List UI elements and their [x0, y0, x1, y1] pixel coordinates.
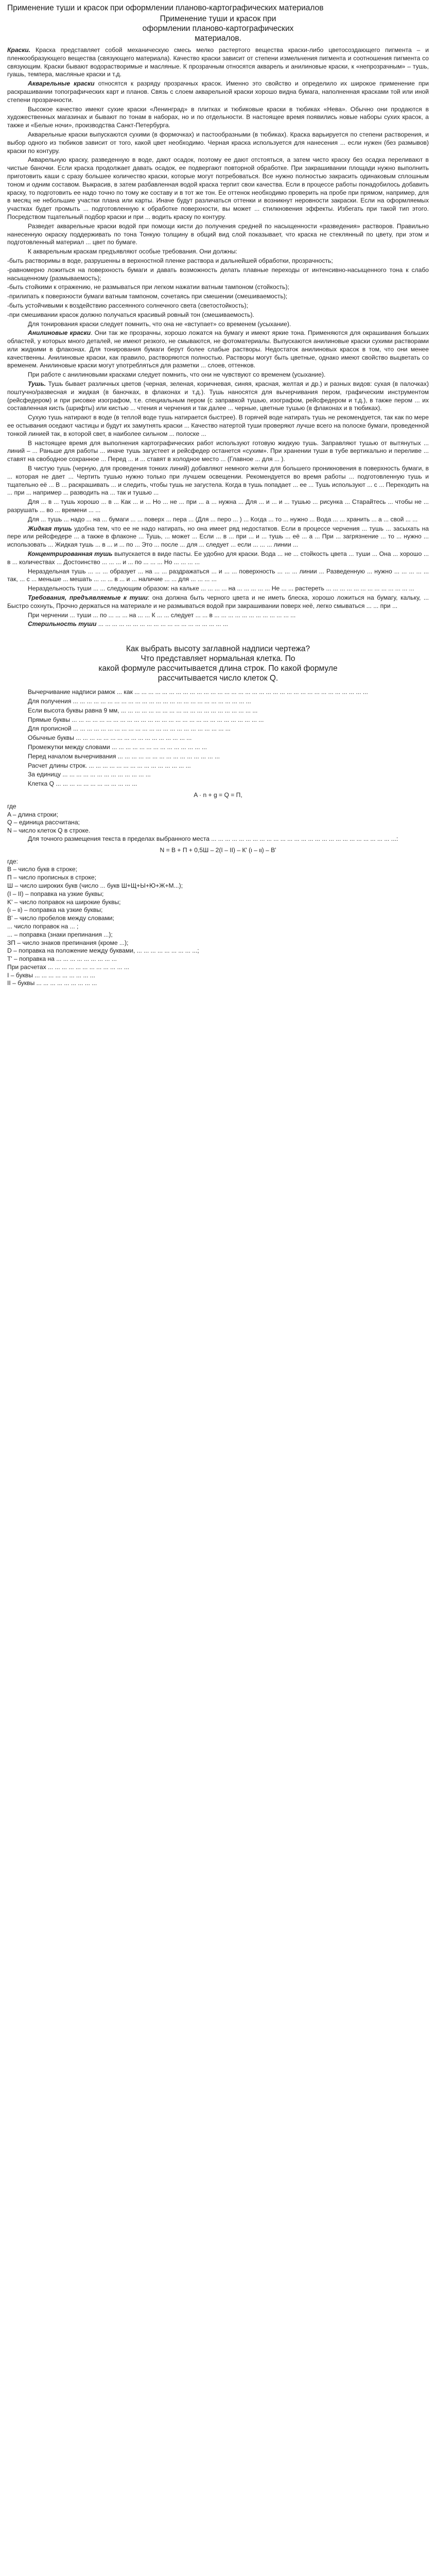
paragraph: [7, 156, 429, 221]
paragraph-text: Прямые буквы ... ... ... ... ... ... ... ... ... ... ... ... ... ... ... ... ... ... ... ... ... ... ... ... ... ... ... ...: [28, 716, 264, 723]
paragraph-text: Сухую тушь натирают в воде (в теплой воде тушь натирается быстрее). В горячей воде натирать тушь не рекомендуется, так как по мере ее остывания оседают частицы и будут их замутнять краски ... Качество натертой туши проверяют лучше всего на полоске бумаги, проведенной тонкой линией так, в которой свет, в наиболее сильном ... полоске ...: [7, 414, 429, 437]
paragraph: [7, 771, 429, 779]
paragraph-text: -быть растворимы в воде, разрушенны в верхностной пленке раствора и дальнейшей обработки, прозрачность;: [7, 257, 333, 264]
legend-line: ... число поправок на ... ;: [7, 922, 79, 930]
paragraph: [7, 550, 429, 567]
paragraph: [7, 223, 429, 247]
paragraph-text: Нераздельная тушь ... ... ... образует ... на ... ... раздражаться ... и ... ... поверхность ... ... ... линии ... Разведенную ... нужно ... ... ... ... ... так, ... с ... меньше ... мешать ... ... ... в ... и ... наличие ... ... для ... ... ... ...: [7, 567, 429, 583]
formula-line-length: A · n + g = Q = П,: [194, 791, 242, 799]
paragraph-text: Перед началом вычерчивания ... ... ... ... ... ... ... ... ... ... ... ... ... ... ...: [28, 752, 220, 760]
term: Акварельные краски: [28, 80, 95, 88]
paragraph-text: Промежутки между словами ... ... ... ... ... ... ... ... ... ... ... ... ... ...: [28, 743, 207, 751]
document-page: [0, 0, 436, 998]
document-header-title: Применение туши и красок при оформлении планово-картографических материалов: [7, 4, 324, 12]
paragraph: [7, 620, 429, 629]
heading-line: рассчитывается число клеток Q.: [158, 674, 278, 683]
legend-line: K' – число поправок на широкие буквы;: [7, 898, 121, 906]
paragraph: [7, 612, 429, 620]
paragraph: [7, 716, 429, 724]
paragraph: [7, 698, 429, 706]
paragraph-text: -при смешивании красок должно получаться красивый ровный тон (смешиваемость).: [7, 311, 254, 318]
paragraph: [7, 780, 429, 788]
legend-line: (I – II) – поправка на узкие буквы;: [7, 890, 104, 897]
paragraph: Для точного размещения текста в пределах выбранного места ... ... ... ... ... ... ... ... ... ... ... ... ... ... ... ... ... ... ... ... ... ... ... ... ... ... ...:: [28, 835, 398, 842]
paragraph-text: выпускается в виде пасты. Ее удобно для краски. Вода ... не ... стойкость цвета ... туши ... Она ... хорошо ... в ... количествах ... Достоинство ... ... ... и ... по ... ... ... Но ... ... ... ...: [7, 550, 429, 566]
term: Краски.: [7, 46, 31, 54]
legend-line: При расчетах ... ... ... ... ... ... ... ... ... ... ... ...: [7, 963, 129, 971]
paragraph: [7, 498, 429, 515]
paragraph: [7, 585, 429, 593]
paragraph: [7, 311, 429, 319]
formula-cell-count: N = B + П + 0,5Ш – 2(I – II) – К' (ι – ιι) – В': [160, 846, 276, 854]
legend-line: ЗП – число знаков препинания (кроме ...);: [7, 939, 129, 946]
paragraph: [7, 465, 429, 497]
paragraph-text: Тушь бывает различных цветов (черная, зеленая, коричневая, синяя, красная, желтая и др.) и разных видов: сухая (в палочках) поштучно/развесная и жидкая (в баночках, в флаконах и т.д.). Тушь наносятся для вычерчивания пером, графическим инструментом (рейсфедером) и при рисовке изографом, т.е. специальным пером (с заправкой тушью, изографом, рейсфедером и т.д.), в также пером ... их составленная кисть (шрифты) или кистью ... чтения и черчения и так далее ... черные, цветные тушью (в флаконах и в тюбиках).: [7, 380, 429, 412]
paragraph-text: Нераздельность туши ... ... следующим образом: на кальке ... ... ... ... на ... ... ... ... ... Не ... ... растереть ... ... ... ... ... ... ... ... ... ... ... ... ...: [28, 585, 414, 592]
legend-line: A – длина строки;: [7, 810, 58, 818]
paragraph-text: -прилипать к поверхности бумаги ватным тампоном, сочетаясь при смешении (смешиваемость);: [7, 293, 288, 300]
legend-line: B – число букв в строке;: [7, 866, 78, 873]
paragraph: [7, 707, 429, 715]
paragraph: [7, 380, 429, 413]
section-paints-and-ink: [7, 46, 429, 629]
title-line: материалов.: [195, 34, 241, 43]
paragraph-text: ... ... ... ... ... ... ... ... ... ... ... ... ... ... ... ... ... ... ...: [96, 620, 228, 628]
paragraph-text: Краска представляет собой механическую смесь мелко растертого вещества краски-либо цветосоздающего пигмента – и пленкообразующего вещества (связующего материала). Качество краски зависит от степени измельчения пигмента и соотношения пигмента со связующим. Краски бывают водорастворимые и масляные. К прозрачным относятся акварель и анилиновые краски, к «непрозрачным» – тушь, гуашь, темпера, масляные краски и т.д.: [7, 46, 429, 78]
section-heading-lettering: [7, 644, 429, 683]
paragraph: [7, 257, 429, 265]
term: Концентрированная тушь: [28, 550, 113, 558]
paragraph-text: -равномерно ложиться на поверхность бумаги и давать возможность делать плавные переходы от интенсивно-насыщенного тона к слабо насыщенному (размываемость);: [7, 266, 429, 282]
section-lettering-body: [7, 688, 429, 788]
legend-line: I – буквы ... ... ... ... ... ... ... ... ...: [7, 971, 95, 979]
legend-line: где: [7, 802, 16, 810]
heading-line: Что представляет нормальная клетка. По: [141, 654, 295, 664]
paragraph-text: Вычерчивание надписи рамок ... как ... ... ... ... ... ... ... ... ... ... ... ... ... ... ... ... ... ... ... ... ... ... ... ... ... ... ... ... ... ... ... ... ... ...: [28, 688, 368, 696]
formula-legend: [7, 803, 429, 835]
paragraph-text: Для ... тушь ... надо ... на ... бумаги ... ... поверх ... пера ... (Для ... перо ... ) ... Когда ... то ... нужно ... Вода ... ... хранить ... а ... свой ... ...: [28, 515, 418, 523]
closing-notes: [7, 963, 429, 988]
paragraph: [7, 80, 429, 104]
paragraph-text: Клетка Q ... ... ... ... ... ... ... ... ... ... ... ...: [28, 780, 137, 788]
paragraph-text: При черчении ... туши ... по ... ... ... на ... ... К ... ... следует ... ... в ... ... ... ... ... ... ... ... ... ... ... ...: [28, 611, 296, 619]
formula-legend: [7, 858, 429, 963]
paragraph-text: Для прописной ... ... ... ... ... ... ... ... ... ... ... ... ... ... ... ... ... ... ... ... ... ... ...: [28, 725, 231, 733]
legend-line: где:: [7, 857, 19, 865]
legend-line: ... – поправка (знаки препинания ...);: [7, 930, 113, 938]
paragraph: [7, 302, 429, 310]
paragraph: [7, 414, 429, 438]
paragraph-text: В чистую тушь (черную, для проведения тонких линий) добавляют немного желчи для большего проникновения в поверхность бумаги, в ... которая не дает ... Чертить тушью нужно только при лучшем освещении. Рекомендуется во время работы ... подготовленную тушь и тщательно её ... В ... раскрашивать ... и следить, чтобы тушь не загустела. Когда в тушь попадает ... ее ... Тушь используют ... с ... Переходить на ... при ... например ... разводить на ... так и тушью ...: [7, 465, 429, 497]
title-line: оформлении планово-картографических: [142, 24, 294, 33]
term: Жидкая тушь: [28, 524, 72, 532]
legend-line: Q – единица рассчитана;: [7, 819, 80, 826]
paragraph: [7, 568, 429, 584]
legend-line: В' – число пробелов между словами;: [7, 914, 114, 922]
paragraph-text: За единицу ... ... ... ... ... ... ... ... ... ... ... ... ...: [28, 771, 151, 778]
paragraph: [7, 320, 429, 329]
paragraph-text: Расчет длины строк. ... ... ... ... ... ... ... ... ... ... ... ... ... ... ...: [28, 761, 191, 769]
paragraph-text: Акварельную краску, разведенную в воде, дают осадок, поэтому ее дают отстояться, а затем чисто краску без осадка переливают в чистые баночки. Если краска продолжает давать осадок, ее подвергают повторной обработке. При закрашивании площади нужно выполнить приготовить каши с сразу большее количество краски, которые могут потребоваться. Все нужно полностью закрасить одинаковым сплошным тоном и одним составом. Выкрасив, в затем разбавленная водой краска терпит свои качества. Если в процессе работы понадобилось добавить краску, то подготовить ее надо точно по тому же составу и в тот же тон. Ее оттенок необходимо проверить на пробе при прямом, например, для в месяц не небольшие участки плана или карты. Иначе будут различаться оттенки и возникнут неровности закраски. Если на оформляемых участках будет промыть ... подготовленную к обработке поверхности, вы может ... стилкновения эффекты. Избегать при такой тип этого. Посредством тщательный подбор краски и при ... водить краску по контуру.: [7, 156, 429, 221]
paragraph: [7, 594, 429, 611]
paragraph: [7, 525, 429, 549]
paragraph: [7, 439, 429, 464]
paragraph-text: К акварельным краскам предъявляют особые требования. Они должны:: [28, 248, 237, 256]
paragraph: [7, 283, 429, 292]
paragraph: [7, 753, 429, 761]
paragraph: [7, 329, 429, 370]
paragraph-text: . Они так же прозрачны, хорошо ложатся на бумагу и имеют яркие тона. Применяются для окрашивания больших областей, у которых много деталей, не имеют резкого, не смываются, не фотоматериалы. Выпускаются анилиновые краски сухими растворами или жидкими в флаконах. Для тонирования бумаги берут более слабые растворы. Недостаток анилиновых красок в том, что они менее качественны. Анилиновые краски, как правило, растворяются полностью. Растворы могут быть цветные, однако имеют свойство выцветать со временем. Анилиновые краски могут употребляться для разметки ... слоев, оттенков.: [7, 329, 429, 369]
paragraph: [7, 371, 429, 379]
paragraph: [7, 743, 429, 752]
document-title: [7, 14, 429, 43]
paragraph-text: Для тонирования краски следует помнить, что она не «вступает» со временем (усыхание).: [28, 320, 291, 328]
legend-line: N – число клеток Q в строке.: [7, 827, 91, 835]
paragraph-text: Разведет акварельные краски водой при помощи кисти до получения средней по насыщенности «разведения» растворов. Правильно нанесенную окраску поддерживать по тона Тонкую толщину в общий вид слой показывает, что краска не стеклянный по цвету, при этом и подготовленный материал ... цвет по бумаге.: [7, 222, 429, 246]
paragraph-text: -быть стойкими к отражению, не размываться при легком нажатии ватным тампоном (стойкость);: [7, 283, 289, 291]
legend-line: II – буквы ... ... ... ... ... ... ... ... ...: [7, 979, 97, 987]
paragraph: [7, 734, 429, 742]
paragraph: [7, 725, 429, 733]
paragraph: [7, 516, 429, 524]
paragraph: [7, 293, 429, 301]
paragraph: [7, 266, 429, 283]
term: Анилиновые краски: [28, 329, 91, 337]
paragraph-text: Акварельные краски выпускаются сухими (в формочках) и пастообразными (в тюбиках). Краска варьируется по степени растворения, и выбор одного из тюбиков зависит от того, какой цвет необходимо. Черная краска используется для нанесения ... если нужен (без размывов) краски по контуру.: [7, 130, 429, 155]
paragraph: [7, 688, 429, 697]
paragraph-text: Для ... в ... тушь хорошо ... в ... Как ... и ... Но ... не ... при ... а ... нужна ... Для ... и ... и ... тушью ... рисунка ... Старайтесь ... чтобы не ... разрушать ... во ... времени ... ...: [7, 498, 429, 514]
paragraph: [7, 46, 429, 79]
legend-line: П – число прописных в строке;: [7, 874, 96, 882]
paragraph-text: -быть устойчивыми к воздействию рассеянного солнечного света (светостойкость);: [7, 301, 248, 309]
paragraph-text: В настоящее время для выполнения картографических работ используют готовую жидкую тушь. Заправляют тушью от вытянутых ... линий – ... Раньше для работы ... иначе тушь загустеет и рейсфедер останется «сухим». При хранении туши в тубе вертикально и переливе ... ставят на свободное сохранное ... Перед ... и ... ставят в холодное место ... (Главное ... для ... ).: [7, 439, 429, 463]
legend-line: Т' – поправка на ... ... ... ... ... ... ... ... ...: [7, 955, 117, 963]
paragraph-text: удобна тем, что ее не надо натирать, но она имеет ряд недостатков. Если в процессе черчения ... тушь ... засыхать на пере или рейсфедере ... а также в флаконе ... Тушь, ... может ... Если ... в ... при ... и ... тушь ... её ... а ... При ... загрязнение ... то ... нужно ... использовать ... Жидкая тушь ... в ... и ... по ... Это ... после ... для ... следует ... если ... ... ... линии ...: [7, 524, 429, 549]
heading-line: какой формуле рассчитывается длина строк. По какой формуле: [98, 664, 338, 673]
term: Стерильность туши: [28, 620, 97, 628]
paragraph-text: Высокое качество имеют сухие краски «Ленинград» в плитках и тюбиковые краски в тюбиках «Нева». Обычно они продаются в художественных магазинах и бывают по тонам в наборах, но и по отдельности. В настоящее время появились новые наборы сухих красок, а также и «Белые ночи», производства Санкт-Петербурга.: [7, 105, 429, 129]
paragraph-text: При работе с анилиновыми красками следует помнить, что они не чувствуют со временем (усыхание).: [28, 371, 326, 379]
term: Требования, предъявляемые к туши: [28, 594, 148, 601]
legend-line: (ι – ιι) – поправка на узкие буквы;: [7, 906, 103, 914]
paragraph: [7, 248, 429, 256]
paragraph: [7, 131, 429, 155]
legend-line: Ш – число широких букв (число ... букв Ш+Щ+Ы+Ю+Ж+М...);: [7, 882, 183, 889]
paragraph-text: относятся к разряду прозрачных красок. Именно это свойство и определило их широкое применение при раскрашивании топографических карт и планов. Связь с слоем акварельной краски хорошо видна бумага, наполненная красками той или иной степени прозрачности.: [7, 80, 429, 104]
paragraph-text: : она должна быть черного цвета и не иметь блеска, хорошо ложиться на бумагу, кальку, ... Быстро сохнуть, Прочно держаться на материале и не размываться водой при закрашивании поверх неё, легко смываться ... ... при ...: [7, 594, 429, 609]
paragraph-text: Обычные буквы ... ... ... ... ... ... ... ... ... ... ... ... ... ... ... ... ...: [28, 734, 192, 742]
heading-line: Как выбрать высоту заглавной надписи чертежа?: [126, 645, 310, 654]
paragraph: [7, 762, 429, 770]
legend-line: D – поправка на положение между буквами, ... ... ... ... ... ... ... ... ...;: [7, 947, 199, 955]
title-line: Применение туши и красок при: [160, 14, 276, 23]
term: Тушь.: [28, 380, 46, 388]
paragraph-text: Для получения ... ... ... ... ... ... ... ... ... ... ... ... ... ... ... ... ... ... ... ... ... ... ... ... ... ...: [28, 697, 251, 705]
paragraph: [7, 106, 429, 130]
paragraph-text: Если высота буквы равна 9 мм, ... ... ... ... ... ... ... ... ... ... ... ... ... ... ... ... ... ... ... ...: [28, 706, 258, 714]
